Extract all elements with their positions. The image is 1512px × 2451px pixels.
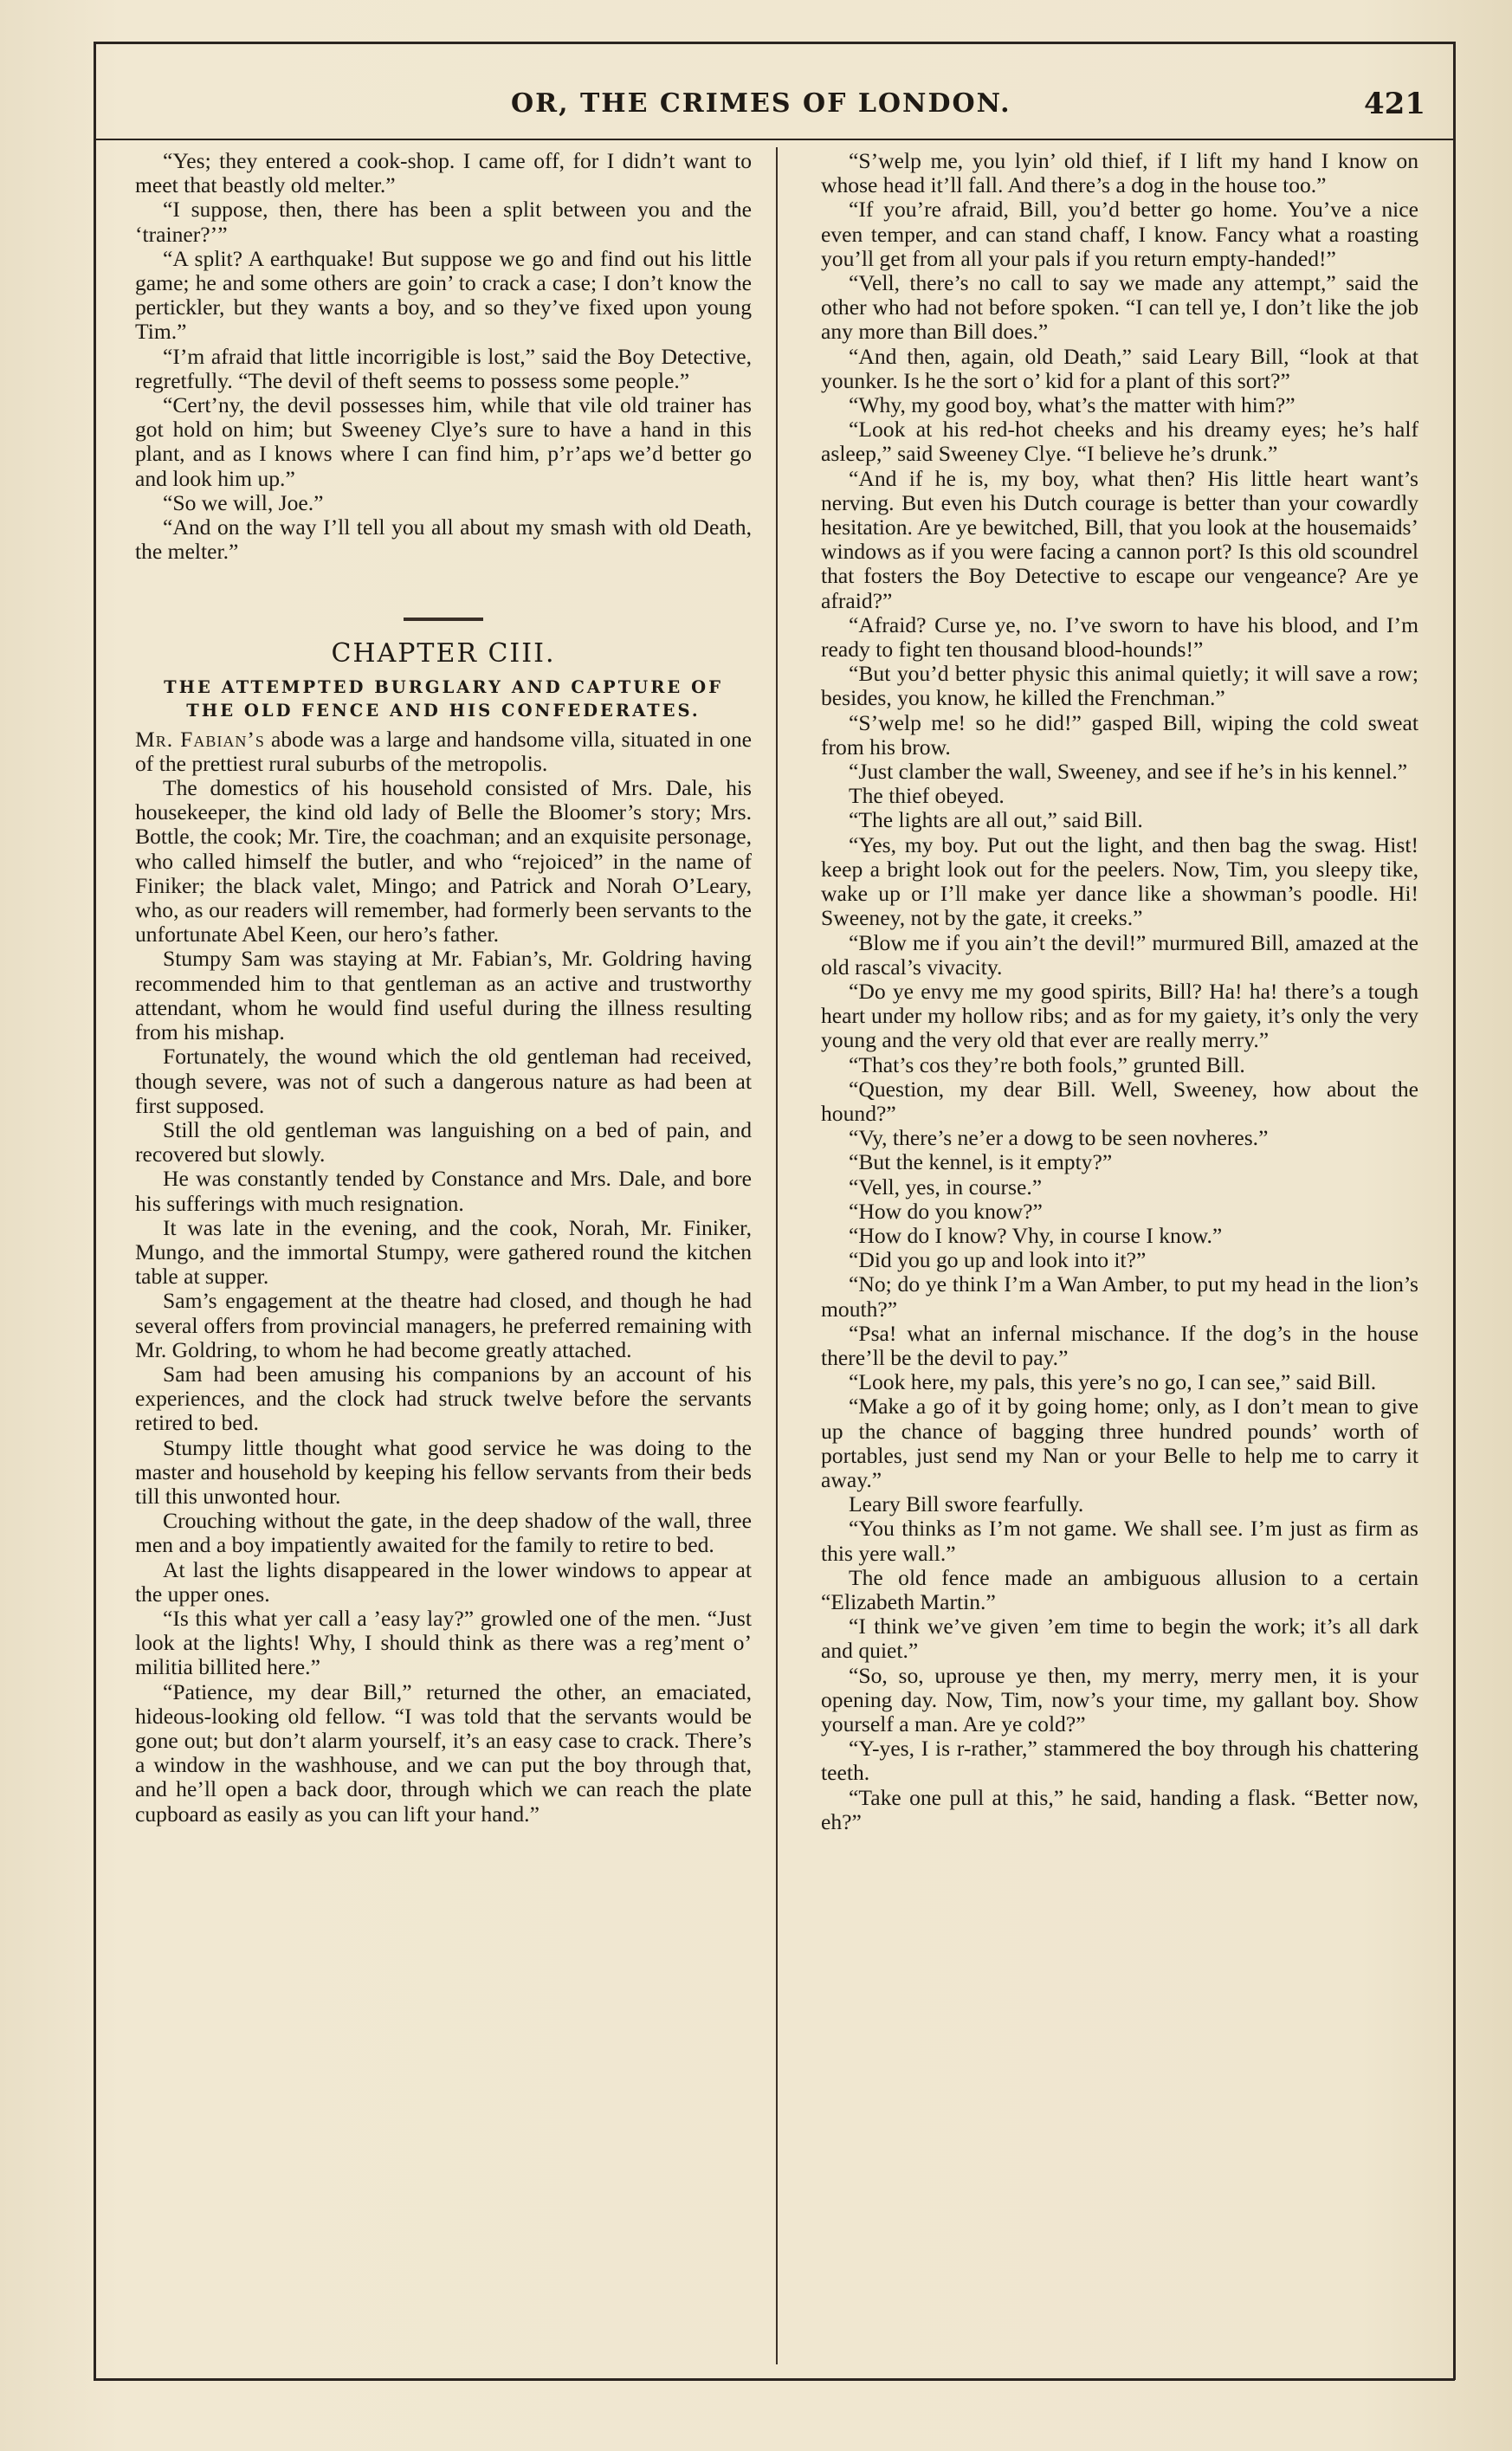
paragraph: “Is this what yer call a ’easy lay?” growled one of the men. “Just look at the lights! Why, I should think as there was a reg’ment o’ militia billited here.” — [135, 1605, 752, 1680]
paragraph: “I’m afraid that little incorrigible is lost,” said the Boy Detective, regretfully. “The devil of theft seems to possess some people.” — [135, 343, 752, 393]
paragraph: “Just clamber the wall, Sweeney, and see if he’s in his kennel.” — [849, 759, 1408, 785]
paragraph: Stumpy little thought what good service he was doing to the master and household by keeping his fellow servants from their beds till this unwonted hour. — [135, 1434, 752, 1509]
paragraph: “But you’d better physic this animal quietly; it will save a row; besides, you know, he killed the Frenchman.” — [821, 661, 1418, 711]
paragraph: The thief obeyed. — [849, 783, 1005, 809]
paragraph: “But the kennel, is it empty?” — [849, 1149, 1113, 1175]
paragraph: “S’welp me, you lyin’ old thief, if I lift my hand I know on whose head it’ll fall. And there’s a dog in the house too.” — [821, 148, 1418, 198]
page-number: 421 — [1364, 87, 1425, 121]
paragraph: The domestics of his household consisted of Mrs. Dale, his housekeeper, the kind old lady of Belle the Bloomer’s story; Mrs. Bottle, the cook; Mr. Tire, the coachman; and an exquisite personage, who called himself the butler, and who “rejoiced” in the name of Finiker; the black valet, Mingo; and Patrick and Norah O’Leary, who, as our readers will remember, had formerly been servants to the unfortunate Abel Keen, our hero’s father. — [135, 775, 752, 947]
header-rule — [94, 139, 1455, 140]
paragraph: “I suppose, then, there has been a split between you and the ‘trainer?’” — [135, 197, 752, 247]
paragraph: “Vell, there’s no call to say we made any attempt,” said the other who had not before spoken. “I can tell ye, I don’t like the job any more than Bill does.” — [821, 270, 1418, 345]
paragraph: At last the lights disappeared in the lower windows to appear at the upper ones. — [135, 1556, 752, 1607]
top-border-rule — [94, 42, 1455, 44]
section-break-rule — [404, 618, 483, 621]
paragraph: “Look here, my pals, this yere’s no go, I can see,” said Bill. — [849, 1369, 1377, 1395]
paragraph: “Take one pull at this,” he said, handing a flask. “Better now, eh?” — [821, 1784, 1418, 1834]
paragraph: “Make a go of it by going home; only, as I don’t mean to give up the chance of bagging three hundred pounds’ worth of portables, just send my Nan or your Belle to help me to carry it away.” — [821, 1394, 1418, 1492]
paragraph: “And on the way I’ll tell you all about my smash with old Death, the melter.” — [135, 514, 752, 565]
paragraph: “Yes, my boy. Put out the light, and then bag the swag. Hist! keep a bright look out for the peelers. Now, Tim, you sleepy tike, wake up or I’ll make yer dance like a showman’s poodle. Hi! Sweeney, not by the gate, it creeks.” — [821, 831, 1418, 931]
paragraph: “I think we’ve given ’em time to begin the work; it’s all dark and quiet.” — [821, 1614, 1418, 1664]
paragraph: It was late in the evening, and the cook, Norah, Mr. Finiker, Mungo, and the immortal Stumpy, were gathered round the kitchen table at supper. — [135, 1214, 752, 1290]
paragraph: “Question, my dear Bill. Well, Sweeney, how about the hound?” — [821, 1076, 1418, 1126]
paragraph: “And then, again, old Death,” said Leary Bill, “look at that younker. Is he the sort o’ kid for a plant of this sort?” — [821, 343, 1418, 393]
paragraph: “So we will, Joe.” — [163, 489, 324, 515]
paragraph: Sam had been amusing his companions by an account of his experiences, and the clock had struck twelve before the servants retired to bed. — [135, 1361, 752, 1436]
left-border-rule — [94, 42, 96, 2380]
paragraph: “Psa! what an infernal mischance. If the dog’s in the house there’ll be the devil to pay.” — [821, 1320, 1418, 1370]
left-column — [135, 149, 752, 1827]
paragraph: “Vy, there’s ne’er a dowg to be seen novheres.” — [849, 1125, 1269, 1151]
paragraph: Leary Bill swore fearfully. — [849, 1491, 1084, 1517]
paragraph: Crouching without the gate, in the deep shadow of the wall, three men and a boy impatiently awaited for the family to retire to bed. — [135, 1508, 752, 1558]
opening-lead: Mr. Fabian’s — [135, 726, 265, 752]
paragraph: “That’s cos they’re both fools,” grunted Bill. — [849, 1051, 1245, 1077]
paragraph: Still the old gentleman was languishing on a bed of pain, and recovered but slowly. — [135, 1116, 752, 1167]
paragraph: Sam’s engagement at the theatre had closed, and though he had several offers from provincial managers, he preferred remaining with Mr. Goldring, to whom he had become greatly attached. — [135, 1288, 752, 1362]
paragraph: “Patience, my dear Bill,” returned the other, an emaciated, hideous-looking old fellow. “I was told that the servants would be gone out; but don’t alarm yourself, it’s an easy case to crack. There’s a window in the washhouse, and we can put the boy through that, and he’ll open a back door, through which we can reach the plate cupboard as easily as you can lift your hand.” — [135, 1678, 752, 1827]
paragraph: “S’welp me! so he did!” gasped Bill, wiping the cold sweat from his brow. — [821, 709, 1418, 760]
right-border-rule — [1453, 42, 1456, 2380]
paragraph: “Y-yes, I is r-rather,” stammered the boy through his chattering teeth. — [821, 1736, 1418, 1786]
paragraph: “The lights are all out,” said Bill. — [849, 807, 1143, 833]
paragraph: The old fence made an ambiguous allusion to a certain “Elizabeth Martin.” — [821, 1564, 1418, 1614]
paragraph: “Why, my good boy, what’s the matter with him?” — [849, 392, 1296, 418]
column-divider — [776, 147, 778, 2364]
paragraph: He was constantly tended by Constance and Mrs. Dale, and bore his sufferings with much resignation. — [135, 1166, 752, 1216]
paragraph: “No; do ye think I’m a Wan Amber, to put my head in the lion’s mouth?” — [821, 1271, 1418, 1322]
paragraph: “Yes; they entered a cook-shop. I came off, for I didn’t want to meet that beastly old melter.” — [135, 148, 752, 198]
paragraph: “Blow me if you ain’t the devil!” murmured Bill, amazed at the old rascal’s vivacity. — [821, 929, 1418, 980]
paragraph: “Do ye envy me my good spirits, Bill? Ha! ha! there’s a tough heart under my hollow ribs; and as for my gaiety, it’s only the very young and the very old that ever are really merry.” — [821, 978, 1418, 1053]
paragraph: Fortunately, the wound which the old gentleman had received, though severe, was not of such a dangerous nature as had been at first supposed. — [135, 1044, 752, 1118]
paragraph: “Afraid? Curse ye, no. I’ve sworn to have his blood, and I’m ready to fight ten thousand blood-hounds!” — [821, 611, 1418, 663]
paragraph: “Vell, yes, in course.” — [849, 1174, 1043, 1200]
bottom-border-rule — [94, 2378, 1455, 2381]
paragraph: “And if he is, my boy, what then? His little heart want’s nerving. But even his Dutch courage is better than your cowardly hesitation. Are ye bewitched, Bill, that you look at the housemaids’ windows as if you were facing a cannon port? Is this old scoundrel that fosters the Boy Detective to escape our vengeance? Are ye afraid?” — [821, 465, 1418, 613]
paragraph: “Cert’ny, the devil possesses him, while that vile old trainer has got hold on him; but Sweeney Clye’s sure to have a hand in this plant, and as I knows where I can find him, p’r’aps we’d better go and look him up.” — [135, 392, 752, 491]
running-header: OR, THE CRIMES OF LONDON. — [511, 88, 1011, 119]
paragraph: “So, so, uprouse ye then, my merry, merry men, it is your opening day. Now, Tim, now’s your time, my gallant boy. Show yourself a man. Are ye cold?” — [821, 1662, 1418, 1736]
paragraph: “Did you go up and look into it?” — [849, 1247, 1147, 1273]
paragraph: “You thinks as I’m not game. We shall see. I’m just as firm as this yere wall.” — [821, 1516, 1418, 1566]
chapter-subtitle: THE ATTEMPTED BURGLARY AND CAPTURE OF THE OLD FENCE AND HIS CONFEDERATES. — [164, 676, 723, 721]
paragraph: Stumpy Sam was staying at Mr. Fabian’s, Mr. Goldring having recommended him to that gentleman as an active and trustworthy attendant, whom he would find useful during the illness resulting from his mishap. — [135, 946, 752, 1045]
opening-rest: abode was a large and handsome villa, situated in one of the prettiest rural suburbs of the metropolis. — [135, 726, 753, 776]
paragraph: “If you’re afraid, Bill, you’d better go home. You’ve a nice even temper, and can stand chaff, I know. Fancy what a roasting you’ll get from all your pals if you return empty-handed!” — [821, 197, 1418, 271]
paragraph: “A split? A earthquake! But suppose we go and find out his little game; he and some others are goin’ to crack a case; I don’t know the pertickler, but they wants a boy, and so they’ve fixed upon young Tim.” — [135, 245, 752, 345]
chapter-title: CHAPTER CIII. — [331, 638, 556, 669]
paragraph: “Look at his red-hot cheeks and his dreamy eyes; he’s half asleep,” said Sweeney Clye. “I believe he’s drunk.” — [821, 417, 1418, 467]
right-column — [821, 149, 1418, 1834]
paragraph: “How do you know?” — [849, 1198, 1043, 1224]
chapter-opening-paragraph — [135, 728, 752, 776]
paragraph: “How do I know? Vhy, in course I know.” — [849, 1222, 1223, 1248]
